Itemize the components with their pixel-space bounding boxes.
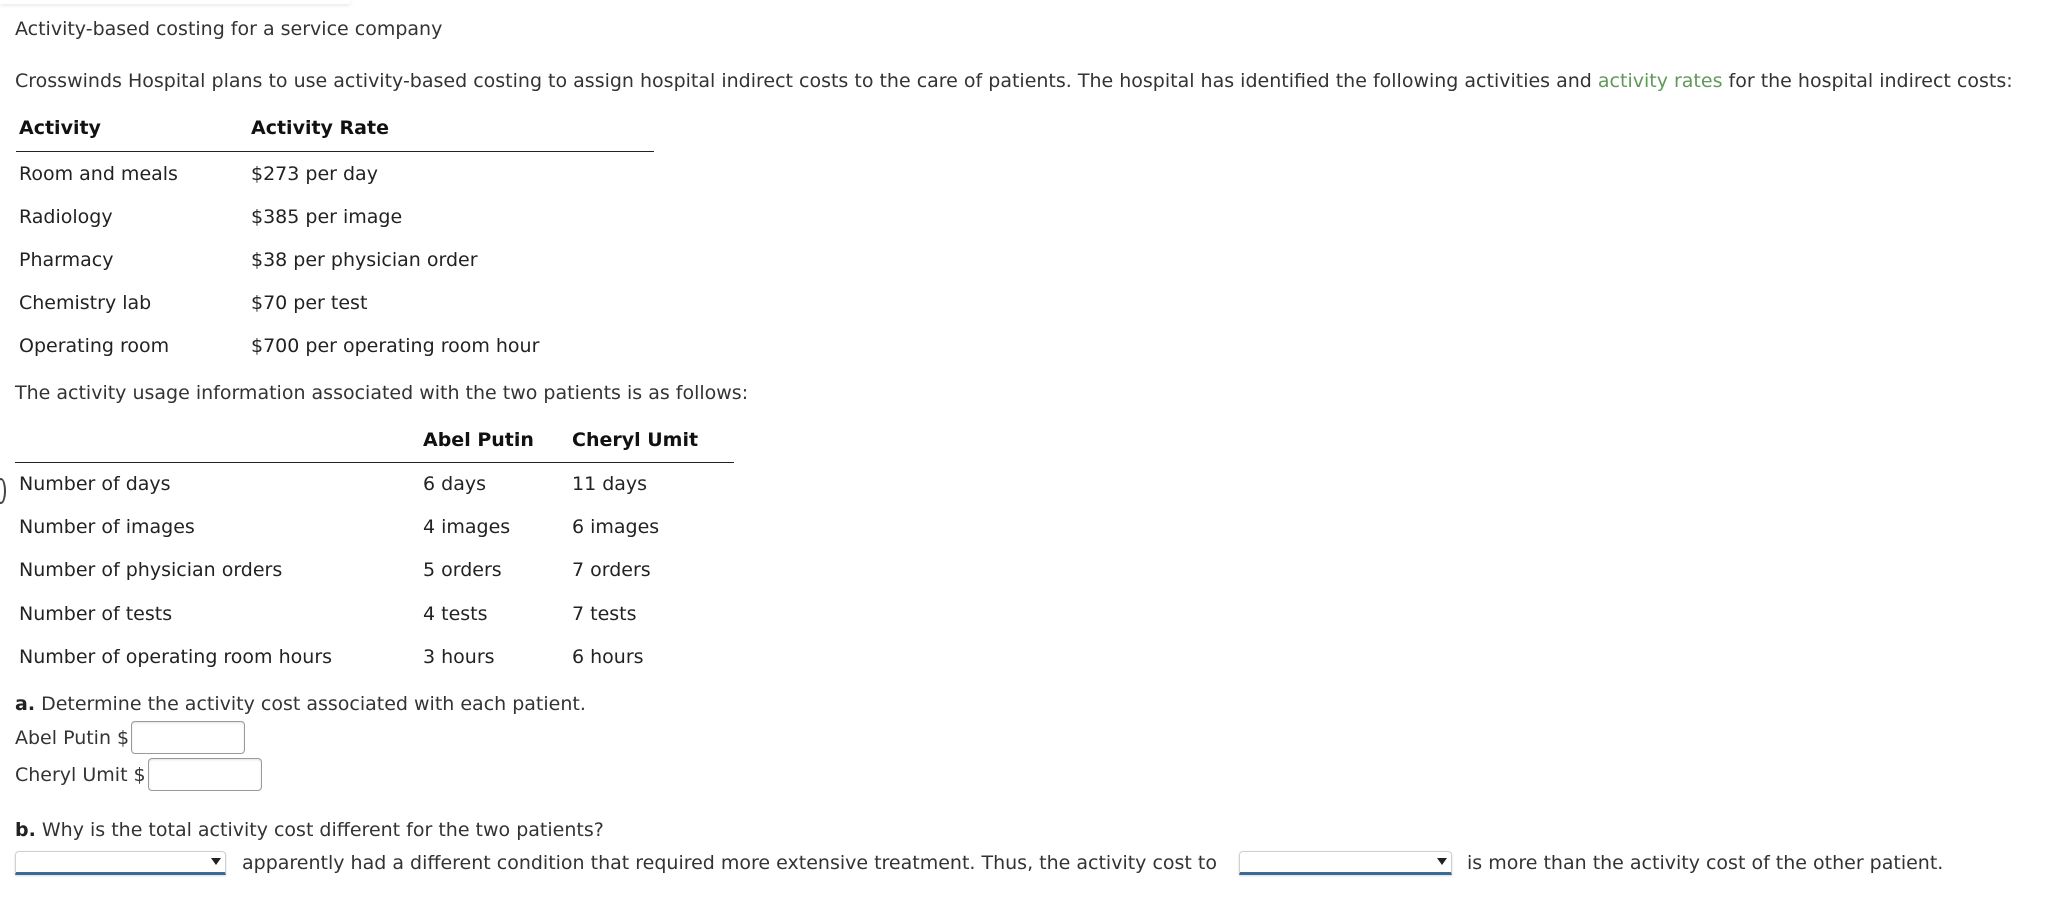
abel-putin-label: Abel Putin $: [15, 727, 130, 749]
usage-abel: 4 tests: [423, 603, 488, 625]
usage-abel: 3 hours: [423, 646, 495, 668]
usage-cheryl: 11 days: [572, 473, 648, 495]
patient-select-2[interactable]: [1239, 851, 1452, 875]
part-a-label: a.: [15, 693, 36, 715]
part-b-question: [15, 818, 604, 842]
cheryl-umit-cost-input[interactable]: [148, 758, 262, 791]
usage-intro: The activity usage information associated with the two patients is as follows:: [15, 382, 749, 404]
cheryl-umit-label: Cheryl Umit $: [15, 764, 146, 786]
chevron-down-icon: [211, 858, 221, 865]
activity-rate: $385 per image: [251, 206, 403, 228]
usage-abel: 6 days: [423, 473, 486, 495]
page-title: Activity-based costing for a service company: [15, 18, 443, 40]
header-activity-rate: Activity Rate: [251, 117, 389, 139]
intro-text: Crosswinds Hospital plans to use activity-based costing to assign hospital indirect costs to the care of patients. The hospital has identified the following activities and: [15, 70, 1598, 92]
activity-name: Chemistry lab: [19, 292, 152, 314]
patient-select-1[interactable]: [15, 851, 226, 875]
table-rule: [15, 462, 734, 463]
usage-cheryl: 7 orders: [572, 559, 651, 581]
part-b-middle-text: apparently had a different condition that required more extensive treatment. Thus, the activity cost to: [242, 852, 1217, 874]
activity-name: Radiology: [19, 206, 113, 228]
activity-rates-link[interactable]: activity rates: [1597, 70, 1723, 92]
activity-rate: $273 per day: [251, 163, 378, 185]
header-activity: Activity: [19, 117, 101, 139]
part-b-end-text: is more than the activity cost of the other patient.: [1467, 852, 1944, 874]
table-rule: [16, 151, 654, 152]
usage-label: Number of images: [19, 516, 195, 538]
usage-cheryl: 7 tests: [572, 603, 637, 625]
top-shadow-bar: [0, 0, 350, 4]
part-b-label: b.: [15, 819, 36, 841]
intro-text-end: for the hospital indirect costs:: [1722, 70, 2013, 92]
part-a-question: [15, 692, 586, 716]
activity-name: Room and meals: [19, 163, 178, 185]
usage-label: Number of days: [19, 473, 171, 495]
activity-rate: $700 per operating room hour: [251, 335, 540, 357]
usage-label: Number of tests: [19, 603, 173, 625]
header-abel-putin: Abel Putin: [423, 429, 534, 451]
usage-label: Number of physician orders: [19, 559, 283, 581]
activity-name: Pharmacy: [19, 249, 114, 271]
edge-marker: [0, 478, 6, 504]
abel-putin-cost-input[interactable]: [131, 721, 245, 754]
activity-name: Operating room: [19, 335, 170, 357]
part-b-text: Why is the total activity cost different for the two patients?: [35, 819, 604, 841]
usage-abel: 4 images: [423, 516, 511, 538]
usage-cheryl: 6 images: [572, 516, 660, 538]
intro-paragraph: [15, 69, 2013, 93]
part-a-text: Determine the activity cost associated with each patient.: [35, 693, 586, 715]
activity-rate: $70 per test: [251, 292, 368, 314]
usage-label: Number of operating room hours: [19, 646, 333, 668]
chevron-down-icon: [1437, 858, 1447, 865]
header-cheryl-umit: Cheryl Umit: [572, 429, 699, 451]
activity-rate: $38 per physician order: [251, 249, 478, 271]
usage-cheryl: 6 hours: [572, 646, 644, 668]
usage-abel: 5 orders: [423, 559, 502, 581]
